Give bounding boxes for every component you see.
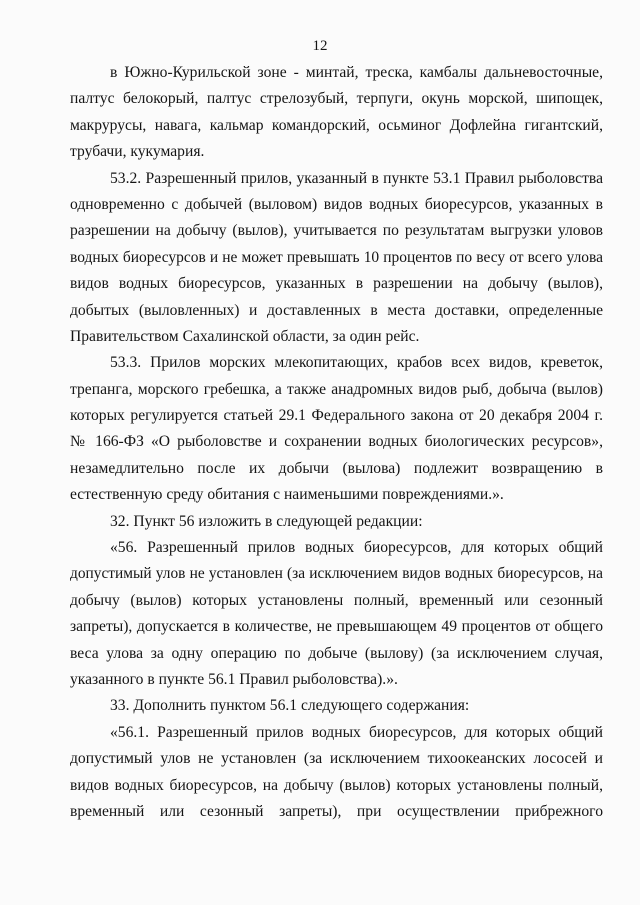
text-line: трепанга, морского гребешка, а также анадромных видов рыб, добыча (вылов) [70,380,603,398]
text-line: видов водных биоресурсов, на добычу (вылов) которых установлены полный, [70,776,603,794]
text-line: разрешении на добычу (вылов), учитывается по результатам выгрузки уловов [70,222,603,240]
text-line: допустимый улов не установлен (за исключением тихоокеанских лососей и [70,750,603,768]
text-line: одновременно с добычей (выловом) видов водных биоресурсов, указанных в [70,195,603,213]
text-line: допустимый улов не установлен (за исключением видов водных биоресурсов, на [70,565,603,583]
text-line: в Южно-Курильской зоне - минтай, треска, камбалы дальневосточные, [110,64,603,81]
text-line: указанного в пункте 56.1 Правил рыболовства).». [70,670,398,688]
text-line: естественную среду обитания с наименьшими повреждениями.». [70,486,504,504]
text-line: запреты), допускается в количестве, не превышающем 49 процентов от общего [70,618,603,636]
text-line: которых регулируется статьей 29.1 Федерального закона от 20 декабря 2004 г. [70,407,603,425]
text-line: незамедлительно после их добычи (вылова) подлежит возвращению в [70,459,603,477]
text-line: добытых (выловленных) и доставленных в места доставки, определенные [70,301,603,319]
text-line: «56.1. Разрешенный прилов водных биоресурсов, для которых общий [110,723,603,741]
text-line: водных биоресурсов и не может превышать 10 процентов по весу от всего улова [70,248,603,266]
text-line: 53.3. Прилов морских млекопитающих, крабов всех видов, креветок, [110,354,603,372]
text-line: трубачи, кукумария. [70,143,205,161]
text-line: 33. Дополнить пунктом 56.1 следующего содержания: [110,697,470,715]
text-line: № 166-ФЗ «О рыболовстве и сохранении водных биологических ресурсов», [70,433,603,451]
page-number: 12 [312,38,328,54]
text-line: видов водных биоресурсов, указанных в разрешении на добычу (вылов), [70,275,603,293]
text-line: 32. Пункт 56 изложить в следующей редакции: [110,512,423,530]
document-body [70,60,603,825]
text-line: 53.2. Разрешенный прилов, указанный в пункте 53.1 Правил рыболовства [110,169,603,187]
text-line: макрурусы, навага, кальмар командорский, осьминог Дофлейна гигантский, [70,116,603,134]
text-line: добычу (вылов) которых установлены полный, временный или сезонный [70,591,603,609]
text-line: Правительством Сахалинской области, за один рейс. [70,327,420,345]
text-line: временный или сезонный запреты), при осуществлении прибрежного [70,802,603,820]
text-line: палтус белокорый, палтус стрелозубый, терпуги, окунь морской, шипощек, [70,90,603,108]
text-line: веса улова за одну операцию по добыче (вылову) (за исключением случая, [70,644,603,662]
text-line: «56. Разрешенный прилов водных биоресурсов, для которых общий [110,539,603,557]
